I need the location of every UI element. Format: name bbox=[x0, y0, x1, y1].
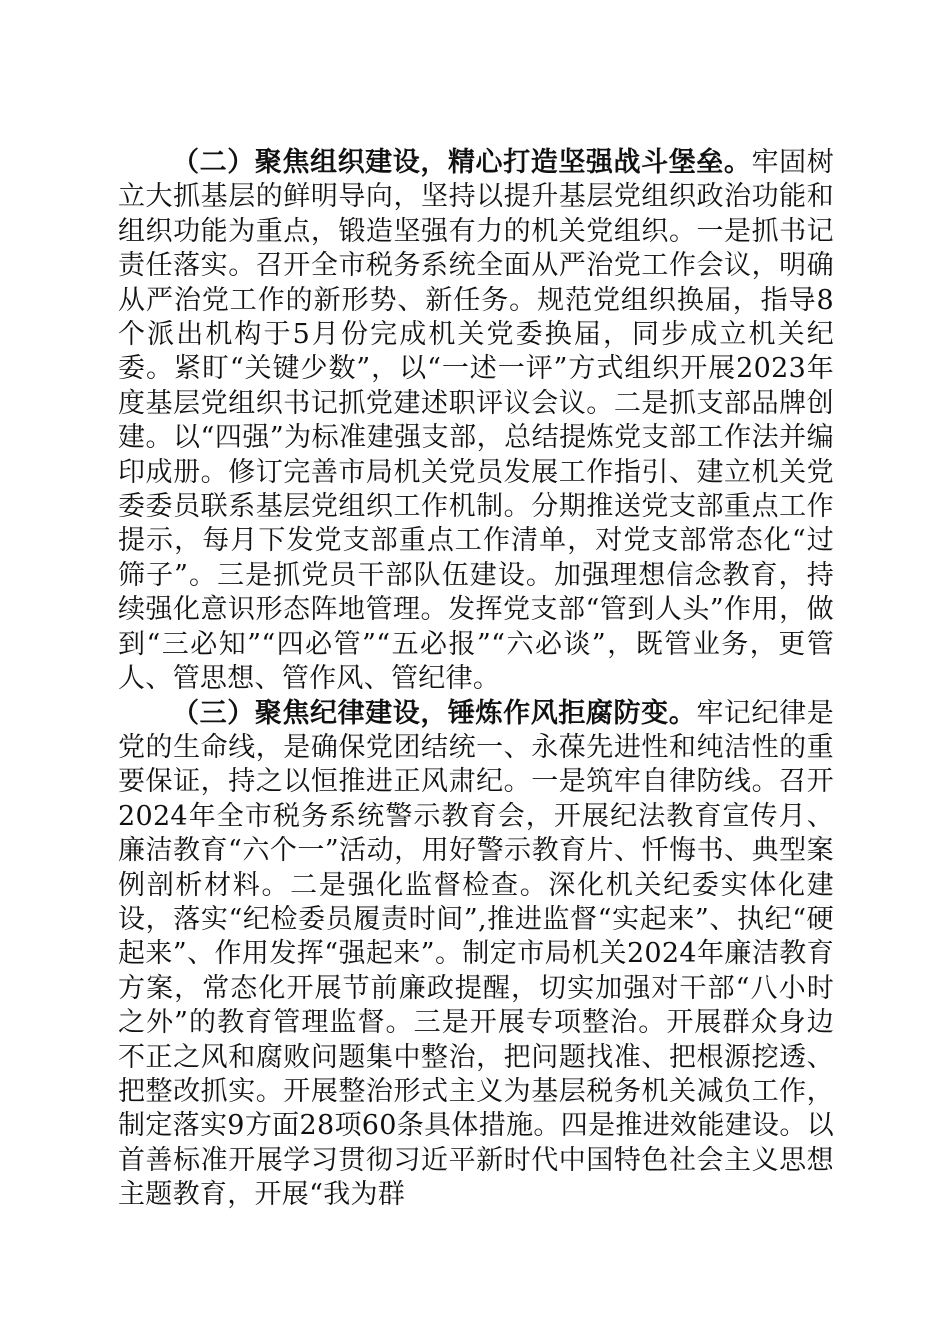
section-heading-discipline: （三）聚焦纪律建设，锤炼作风拒腐防变。 bbox=[172, 697, 697, 729]
paragraph-discipline-building bbox=[118, 697, 834, 1213]
document-body bbox=[118, 146, 834, 1213]
section-heading-organization: （二）聚焦组织建设，精心打造坚强战斗堡垒。 bbox=[172, 147, 752, 178]
section-body-discipline: 牢记纪律是党的生命线，是确保党团结统一、永葆先进性和纯洁性的重要保证，持之以恒推进正风肃纪。一是筑牢自律防线。召开2024年全市税务系统警示教育会，开展纪法教育宣传月、廉洁教育“六个一”活动，用好警示教育片、忏悔书、典型案例剖析材料。二是强化监督检查。深化机关纪委实体化建设，落实“纪检委员履责时间”,推进监督“实起来”、执纪“硬起来”、作用发挥“强起来”。制定市局机关2024年廉洁教育方案，常态化开展节前廉政提醒，切实加强对干部“八小时之外”的教育管理监督。三是开展专项整治。开展群众身边不正之风和腐败问题集中整治，把问题找准、把根源挖透、把整改抓实。开展整治形式主义为基层税务机关减负工作，制定落实9方面28项60条具体措施。四是推进效能建设。以首善标准开展学习贯彻习近平新时代中国特色社会主义思想主题教育，开展“我为群 bbox=[118, 697, 835, 1211]
section-body-organization: 牢固树立大抓基层的鲜明导向，坚持以提升基层党组织政治功能和组织功能为重点，锻造坚强有力的机关党组织。一是抓书记责任落实。召开全市税务系统全面从严治党工作会议，明确从严治党工作的新形势、新任务。规范党组织换届，指导8个派出机构于5月份完成机关党委换届，同步成立机关纪委。紧盯“关键少数”，以“一述一评”方式组织开展2023年度基层党组织书记抓党建述职评议会议。二是抓支部品牌创建。以“四强”为标准建强支部，总结提炼党支部工作法并编印成册。修订完善市局机关党员发展工作指引、建立机关党委委员联系基层党组织工作机制。分期推送党支部重点工作提示，每月下发党支部重点工作清单，对党支部常态化“过筛子”。三是抓党员干部队伍建设。加强理想信念教育，持续强化意识形态阵地管理。发挥党支部“管到人头”作用，做到“三必知”“四必管”“五必报”“六必谈”，既管业务，更管人、管思想、管作风、管纪律。 bbox=[118, 147, 834, 695]
paragraph-organization-building bbox=[118, 146, 834, 697]
